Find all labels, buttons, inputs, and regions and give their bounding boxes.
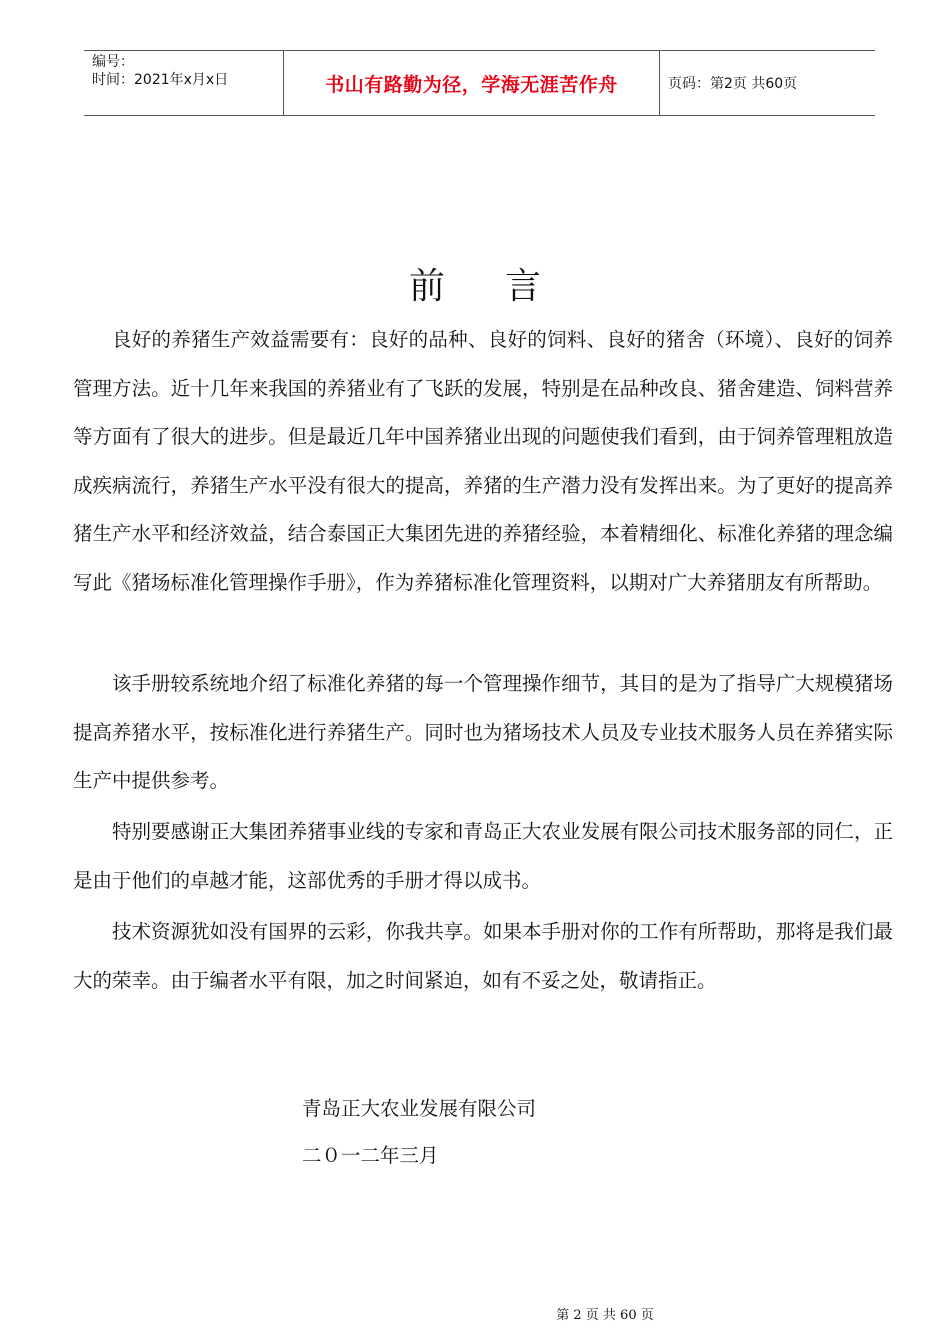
paragraph-2: 该手册较系统地介绍了标准化养猪的每一个管理操作细节，其目的是为了指导广大规模猪场提高养猪水平，按标准化进行养猪生产。同时也为猪场技术人员及专业技术服务人员在养猪实际生产中提供参考。: [73, 672, 893, 792]
signature-company: 青岛正大农业发展有限公司: [302, 1097, 537, 1120]
document-title: 前言: [408, 266, 601, 307]
header-page-info: 页码：第2页 共60页: [668, 76, 798, 92]
header-time-label: 时间：2021年x月x日: [92, 72, 229, 88]
page-footer: 第 2 页 共 60 页: [556, 1308, 654, 1323]
paragraph-1: 良好的养猪生产效益需要有：良好的品种、良好的饲料、良好的猪舍（环境）、良好的饲养管理方法。近十几年来我国的养猪业有了飞跃的发展，特别是在品种改良、猪舍建造、饲料营养等方面有了很大的进步。但是最近几年中国养猪业出现的问题使我们看到，由于饲养管理粗放造成疾病流行，养猪生产水平没有很大的提高，养猪的生产潜力没有发挥出来。为了更好的提高养猪生产水平和经济效益，结合泰国正大集团先进的养猪经验，本着精细化、标准化养猪的理念编写此《猪场标准化管理操作手册》，作为养猪标准化管理资料，以期对广大养猪朋友有所帮助。: [73, 328, 893, 594]
paragraph-4: 技术资源犹如没有国界的云彩，你我共享。如果本手册对你的工作有所帮助，那将是我们最大的荣幸。由于编者水平有限，加之时间紧迫，如有不妥之处，敬请指正。: [73, 920, 893, 992]
paragraph-3: 特别要感谢正大集团养猪事业线的专家和青岛正大农业发展有限公司技术服务部的同仁，正是由于他们的卓越才能，这部优秀的手册才得以成书。: [73, 820, 893, 892]
signature-date: 二０一二年三月: [302, 1144, 439, 1167]
header-motto: 书山有路勤为径，学海无涯苦作舟: [325, 73, 618, 96]
header-number-label: 编号：: [92, 54, 134, 70]
header-divider: [659, 51, 660, 115]
page-header: [84, 50, 875, 116]
